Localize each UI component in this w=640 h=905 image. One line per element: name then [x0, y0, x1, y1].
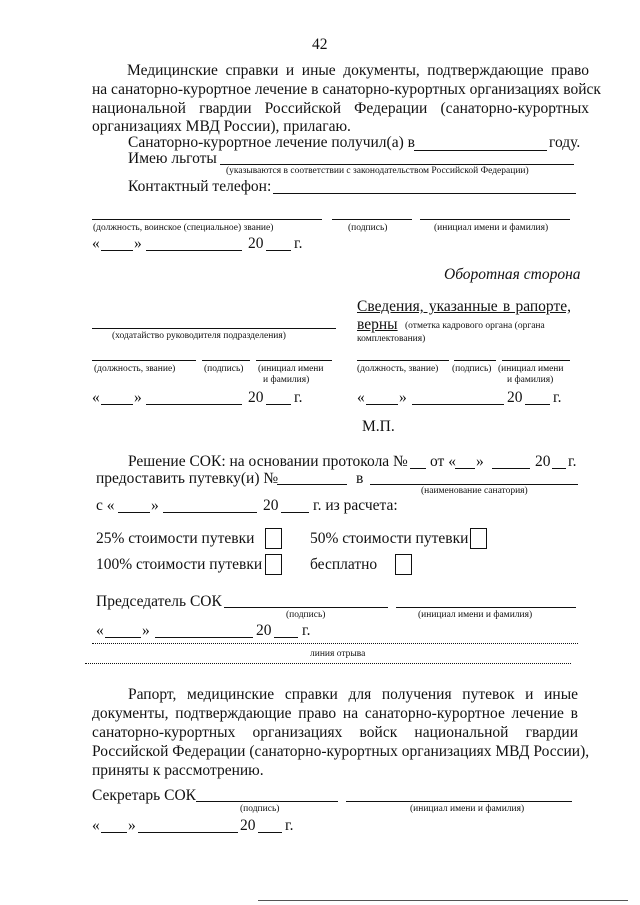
voucher-number-field[interactable] [277, 484, 347, 485]
decision-c-year-prefix: 20 [263, 497, 279, 514]
secretary-g: г. [285, 817, 294, 834]
chair-month-field[interactable] [155, 637, 253, 638]
left-year-prefix: 20 [248, 389, 264, 406]
secretary-name-hint: (инициал имени и фамилия) [410, 804, 525, 814]
decision-calc: г. из расчета: [313, 497, 398, 514]
decision-from-c: с « [96, 497, 115, 514]
sig1-g: г. [294, 235, 303, 252]
right-year-prefix: 20 [507, 389, 523, 406]
secretary-signature-hint: (подпись) [240, 804, 280, 814]
left-name-hint1: (инициал имени [258, 364, 324, 374]
decision-c-year-field[interactable] [281, 512, 309, 513]
secretary-day-field[interactable] [101, 832, 127, 833]
petition-field[interactable] [92, 328, 336, 329]
right-year-field[interactable] [525, 404, 550, 405]
sig1-year-field[interactable] [266, 250, 291, 251]
secretary-month-field[interactable] [138, 832, 238, 833]
sig1-position-hint: (должность, воинское (специальное) звание) [93, 223, 274, 233]
option-free-checkbox[interactable] [395, 554, 412, 575]
right-hint2: комплектования) [357, 334, 426, 344]
chair-signature-field[interactable] [224, 607, 388, 608]
decision-year-prefix: 20 [535, 453, 551, 470]
left-pos-hint: (должность, звание) [94, 364, 176, 374]
left-g: г. [294, 389, 303, 406]
option-free-label: бесплатно [310, 556, 378, 573]
decision-protocol-number-field[interactable] [410, 468, 426, 469]
left-date-close: » [134, 389, 142, 406]
right-confirm-line1: Сведения, указанные в рапорте, [357, 298, 571, 315]
reverse-side-heading: Оборотная сторона [444, 266, 581, 283]
secretary-name-field[interactable] [346, 801, 572, 802]
secretary-label: Секретарь СОК [92, 787, 196, 804]
tear-line-bottom [85, 663, 571, 664]
right-date-close: » [399, 389, 407, 406]
benefits-field[interactable] [220, 164, 574, 165]
right-name-hint2: и фамилия) [507, 375, 554, 385]
p2-line1: Рапорт, медицинские справки для получения путевок и иные [128, 686, 578, 703]
chair-day-field[interactable] [105, 637, 141, 638]
stamp-place: М.П. [362, 418, 395, 435]
decision-v: в [356, 470, 364, 487]
tear-line-label: линия отрыва [310, 649, 366, 659]
right-g: г. [553, 389, 562, 406]
benefits-label: Имею льготы [128, 150, 217, 167]
decision-c-day-field[interactable] [118, 512, 150, 513]
secretary-year-field[interactable] [258, 832, 282, 833]
chair-date-open: « [96, 622, 104, 639]
decision-line1: Решение СОК: на основании протокола № [128, 453, 408, 470]
decision-close: » [476, 453, 484, 470]
sig1-signature-hint: (подпись) [348, 223, 388, 233]
sig1-day-field[interactable] [101, 250, 133, 251]
decision-c-month-field[interactable] [163, 512, 257, 513]
p2-line3: санаторно-курортных организациях войск национальной гвардии [92, 724, 578, 741]
chair-name-hint: (инициал имени и фамилия) [418, 610, 533, 620]
decision-year-field[interactable] [552, 468, 566, 469]
option-25-label: 25% стоимости путевки [96, 530, 255, 547]
sig1-signature-field[interactable] [332, 219, 412, 220]
left-pos-field[interactable] [92, 360, 196, 361]
left-sig-hint: (подпись) [204, 364, 244, 374]
right-pos-field[interactable] [357, 360, 449, 361]
scan-edge-line [258, 900, 628, 901]
sanatorium-hint: (наименование санатория) [421, 486, 528, 496]
sig1-position-field[interactable] [92, 219, 322, 220]
chair-signature-hint: (подпись) [286, 610, 326, 620]
right-sig-field[interactable] [454, 360, 496, 361]
sig1-name-field[interactable] [420, 219, 570, 220]
sig1-name-hint: (инициал имени и фамилия) [434, 223, 549, 233]
page-number: 42 [312, 36, 328, 53]
option-100-checkbox[interactable] [265, 554, 282, 575]
p2-line5: приняты к рассмотрению. [92, 762, 264, 779]
decision-day-field[interactable] [455, 468, 475, 469]
p1-line2: на санаторно-курортное лечение в санаторно-курортных организациях войск [92, 81, 601, 98]
left-year-field[interactable] [266, 404, 291, 405]
right-sig-hint: (подпись) [452, 364, 492, 374]
treatment-label: Санаторно-курортное лечение получил(а) в [128, 134, 415, 151]
option-100-label: 100% стоимости путевки [96, 556, 263, 573]
sig1-date-close: » [134, 235, 142, 252]
option-50-label: 50% стоимости путевки [310, 530, 469, 547]
sig1-date-open: « [92, 235, 100, 252]
decision-g: г. [568, 453, 577, 470]
tear-line-top [92, 643, 578, 644]
chair-year-field[interactable] [274, 637, 298, 638]
p1-line4: организациях МВД России), прилагаю. [92, 118, 351, 135]
phone-label: Контактный телефон: [128, 178, 272, 195]
sig1-year-prefix: 20 [248, 235, 264, 252]
chair-date-close: » [142, 622, 150, 639]
right-confirm-verny: верны [357, 316, 398, 333]
right-date-open: « [357, 389, 365, 406]
p2-line2: документы, подтверждающие право на санаторно-курортное лечение в [92, 705, 578, 722]
left-sig-field[interactable] [202, 360, 250, 361]
phone-field[interactable] [273, 193, 576, 194]
option-25-checkbox[interactable] [265, 528, 282, 549]
option-50-checkbox[interactable] [470, 528, 487, 549]
treatment-suffix: году. [549, 134, 581, 151]
left-month-field[interactable] [146, 404, 242, 405]
left-name-hint2: и фамилия) [263, 375, 310, 385]
right-pos-hint: (должность, звание) [357, 364, 439, 374]
right-month-field[interactable] [412, 404, 504, 405]
p1-line1: Медицинские справки и иные документы, подтверждающие право [127, 62, 589, 79]
left-date-open: « [92, 389, 100, 406]
left-day-field[interactable] [101, 404, 133, 405]
secretary-date-close: » [128, 817, 136, 834]
decision-c-close: » [151, 497, 159, 514]
decision-from: от « [430, 453, 456, 470]
chair-name-field[interactable] [396, 607, 576, 608]
treatment-year-field[interactable] [414, 150, 547, 151]
right-name-hint1: (инициал имени [498, 364, 564, 374]
right-hint1: (отметка кадрового органа (органа [405, 321, 545, 331]
chair-g: г. [302, 622, 311, 639]
secretary-year-prefix: 20 [240, 817, 256, 834]
p2-line4: Российской Федерации (санаторно-курортных организациях МВД России), [92, 743, 590, 760]
chair-year-prefix: 20 [256, 622, 272, 639]
secretary-date-open: « [92, 817, 100, 834]
benefits-hint: (указываются в соответствии с законодательством Российской Федерации) [226, 166, 529, 176]
secretary-signature-field[interactable] [196, 801, 338, 802]
right-name-field[interactable] [502, 360, 570, 361]
decision-line2: предоставить путевку(и) № [96, 470, 279, 487]
petition-hint: (ходатайство руководителя подразделения) [112, 331, 286, 341]
sig1-month-field[interactable] [146, 250, 242, 251]
p1-line3: национальной гвардии Российской Федерации (санаторно-курортных [92, 100, 589, 117]
right-day-field[interactable] [366, 404, 398, 405]
chair-label: Председатель СОК [96, 593, 222, 610]
sanatorium-field[interactable] [370, 484, 578, 485]
decision-month-field[interactable] [492, 468, 530, 469]
left-name-field[interactable] [256, 360, 332, 361]
